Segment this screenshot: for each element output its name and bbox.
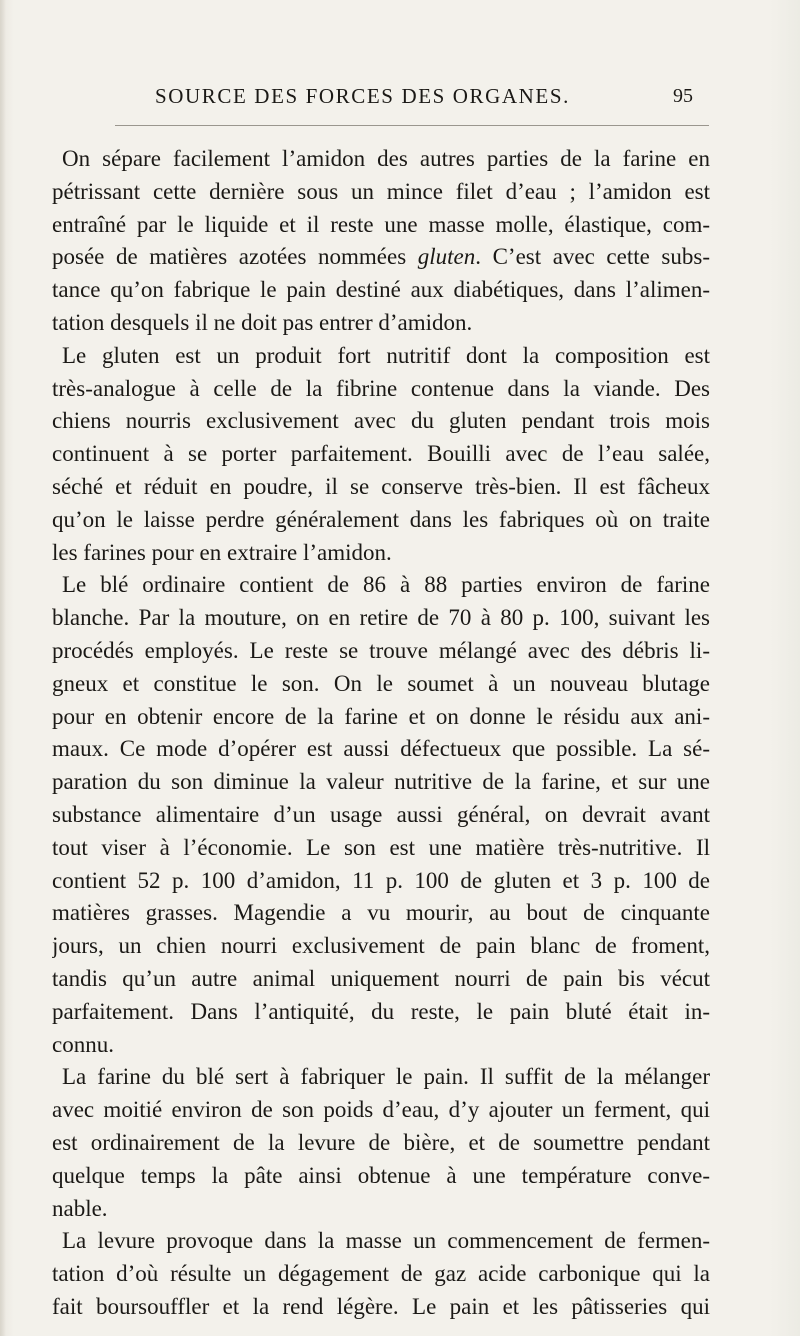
text-line: entraîné par le liquide et il reste une masse molle, élastique, com- [52,211,710,237]
text-line: On sépare facilement l’amidon des autres parties de la farine en [62,146,710,171]
text-line: très-analogue à celle de la fibrine contenue dans la viande. Des [52,375,710,401]
text-line: Le blé ordinaire contient de 86 à 88 parties environ de farine [62,572,710,598]
text-line: avec moitié environ de son poids d’eau, d’y ajouter un ferment, qui [52,1097,710,1123]
text-line: tandis qu’un autre animal uniquement nourri de pain bis vécut [52,965,710,991]
text-line: paration du son diminue la valeur nutritive de la farine, et sur une [52,769,710,795]
text-line: La levure provoque dans la masse un commencement de fermen- [62,1228,710,1254]
text-line [52,241,710,274]
text-run: . C’est avec cette subs- [475,244,710,270]
text-line: connu. [52,1031,114,1057]
text-line: est ordinairement de la levure de bière, et de soumettre pendant [52,1129,710,1155]
text-line: tout viser à l’économie. Le son est une matière très-nutritive. Il [52,834,710,860]
text-line: quelque temps la pâte ainsi obtenue à une température conve- [52,1162,710,1188]
text-line: maux. Ce mode d’opérer est aussi défectueux que possible. La sé- [52,736,710,762]
text-line: parfaitement. Dans l’antiquité, du reste, le pain bluté était in- [52,998,710,1024]
text-line: tance qu’on fabrique le pain destiné aux diabétiques, dans l’alimen- [52,277,710,303]
text-line: jours, un chien nourri exclusivement de pain blanc de froment, [52,933,710,959]
text-line: substance alimentaire d’un usage aussi général, on devrait avant [52,801,710,827]
text-line: pétrissant cette dernière sous un mince filet d’eau ; l’amidon est [52,178,710,204]
header-rule [115,125,709,126]
text-line: séché et réduit en poudre, il se conserve très-bien. Il est fâcheux [52,473,710,499]
text-line: contient 52 p. 100 d’amidon, 11 p. 100 de gluten et 3 p. 100 de [52,867,710,893]
text-line: tation desquels il ne doit pas entrer d’amidon. [52,309,473,335]
text-line: procédés employés. Le reste se trouve mélangé avec des débris li- [52,637,710,663]
text-line: La farine du blé sert à fabriquer le pain. Il suffit de la mélanger [62,1064,710,1090]
text-line: pour en obtenir encore de la farine et on donne le résidu aux ani- [52,703,710,729]
page-binding-edge [0,0,6,1336]
text-line: Le gluten est un produit fort nutritif dont la composition est [62,342,710,368]
body-text [52,143,710,1324]
page-number: 95 [673,85,693,107]
text-line: nable. [52,1195,108,1221]
text-line: matières grasses. Magendie a vu mourir, au bout de cinquante [52,900,710,926]
text-line: qu’on le laisse perdre généralement dans les fabriques où on traite [52,506,710,532]
text-line: les farines pour en extraire l’amidon. [52,539,392,565]
text-line: continuent à se porter parfaitement. Bouilli avec de l’eau salée, [52,441,710,467]
text-line: blanche. Par la mouture, on en retire de 70 à 80 p. 100, suivant les [52,605,710,631]
text-line: gneux et constitue le son. On le soumet à un nouveau blutage [52,670,710,696]
running-head [0,84,800,114]
running-title: SOURCE DES FORCES DES ORGANES. [155,84,570,108]
text-line: chiens nourris exclusivement avec du gluten pendant trois mois [52,408,710,434]
text-line: fait boursouffler et la rend légère. Le pain et les pâtisseries qui [52,1293,710,1319]
text-line: tation d’où résulte un dégagement de gaz acide carbonique qui la [52,1261,710,1287]
text-run: posée de matières azotées nommées [52,244,418,270]
italic-term: gluten [417,244,476,270]
